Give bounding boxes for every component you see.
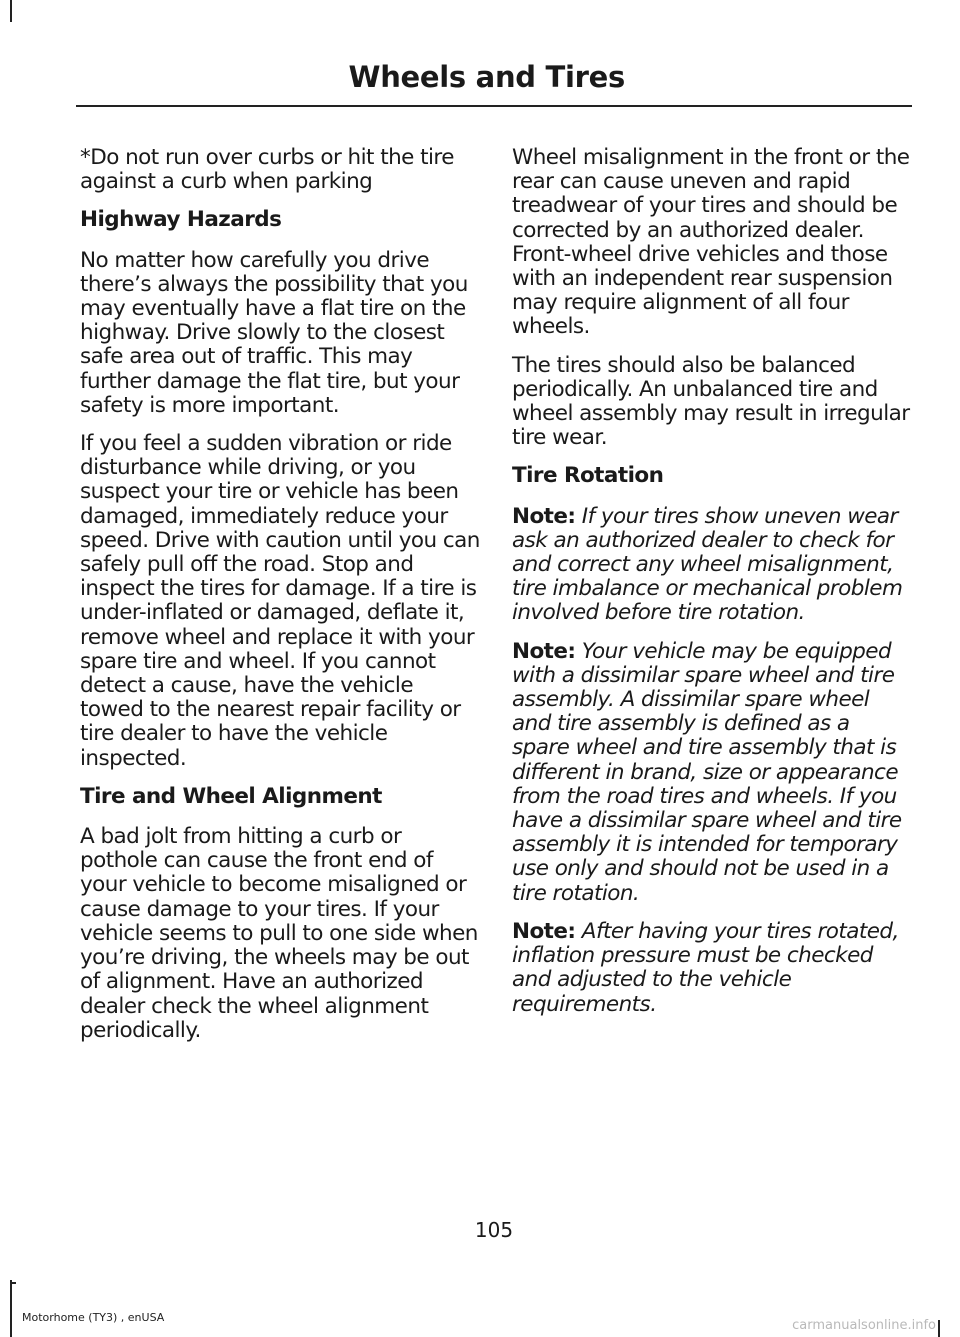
paragraph-misalignment: Wheel misalignment in the front or the rear can cause uneven and rapid treadwear of your tires and should be corrected by an authorized dealer. Front-wheel drive vehicles and those with an independent rear suspension may require alignment of all four wheels. <box>512 145 910 340</box>
paragraph-flat-tire: No matter how carefully you drive there’s always the possibility that you may eventually have a flat tire on the highway. Drive slowly to the closest safe area out of traffic. This may further damage the flat tire, but your safety is more important. <box>80 247 468 418</box>
footer-watermark: carmanualsonline.info <box>792 1318 936 1333</box>
footer-edition: Motorhome (TY3) , enUSA <box>22 1311 165 1324</box>
header-divider <box>76 105 912 107</box>
crop-mark-bottom-left <box>10 1280 12 1337</box>
crop-mark-top-left <box>10 0 12 22</box>
heading-alignment: Tire and Wheel Alignment <box>80 783 382 809</box>
page-number: 105 <box>474 1218 514 1242</box>
note-label: Note: <box>512 638 576 664</box>
note-text: Your vehicle may be equipped with a dissimilar spare wheel and tire assembly. A dissimilar spare wheel and tire assembly is defined as a spare wheel and tire assembly that is different in brand, size or appearance from the road tires and wheels. If you have a dissimilar spare wheel and tire assembly it is intended for temporary use only and should not be used in a tire rotation. <box>512 638 902 906</box>
note-text: If your tires show uneven wear ask an authorized dealer to check for and correct any wheel misalignment, tire imbalance or mechanical problem involved before tire rotation. <box>512 503 903 626</box>
crop-mark-bottom-left-h <box>10 1282 16 1284</box>
note-label: Note: <box>512 503 576 529</box>
note-uneven-wear <box>512 505 912 626</box>
left-column <box>80 146 480 1057</box>
paragraph-bad-jolt: A bad jolt from hitting a curb or pothole can cause the front end of your vehicle to become misaligned or cause damage to your tires. If your vehicle seems to pull to one side when you’re driving, the wheels may be out of alignment. Have an authorized dealer check the wheel alignment periodically. <box>80 824 478 1043</box>
crop-mark-bottom-right <box>938 1320 940 1337</box>
heading-tire-rotation: Tire Rotation <box>512 463 664 489</box>
right-column <box>512 146 912 1031</box>
heading-highway-hazards: Highway Hazards <box>80 207 282 233</box>
note-inflation <box>512 920 912 1017</box>
note-dissimilar-spare <box>512 640 912 906</box>
curb-footnote: *Do not run over curbs or hit the tire against a curb when parking <box>80 145 454 195</box>
paragraph-balance: The tires should also be balanced periodically. An unbalanced tire and wheel assembly may result in irregular tire wear. <box>512 352 910 451</box>
note-label: Note: <box>512 918 576 944</box>
page-title: Wheels and Tires <box>348 60 625 94</box>
note-text: After having your tires rotated, inflation pressure must be checked and adjusted to the vehicle requirements. <box>512 918 899 1017</box>
paragraph-vibration: If you feel a sudden vibration or ride disturbance while driving, or you suspect your tire or vehicle has been damaged, immediately reduce your speed. Drive with caution until you can safely pull off the road. Stop and inspect the tires for damage. If a tire is under-inflated or damaged, deflate it, remove wheel and replace it with your spare tire and wheel. If you cannot detect a cause, have the vehicle towed to the nearest repair facility or tire dealer to have the vehicle inspected. <box>80 431 480 771</box>
